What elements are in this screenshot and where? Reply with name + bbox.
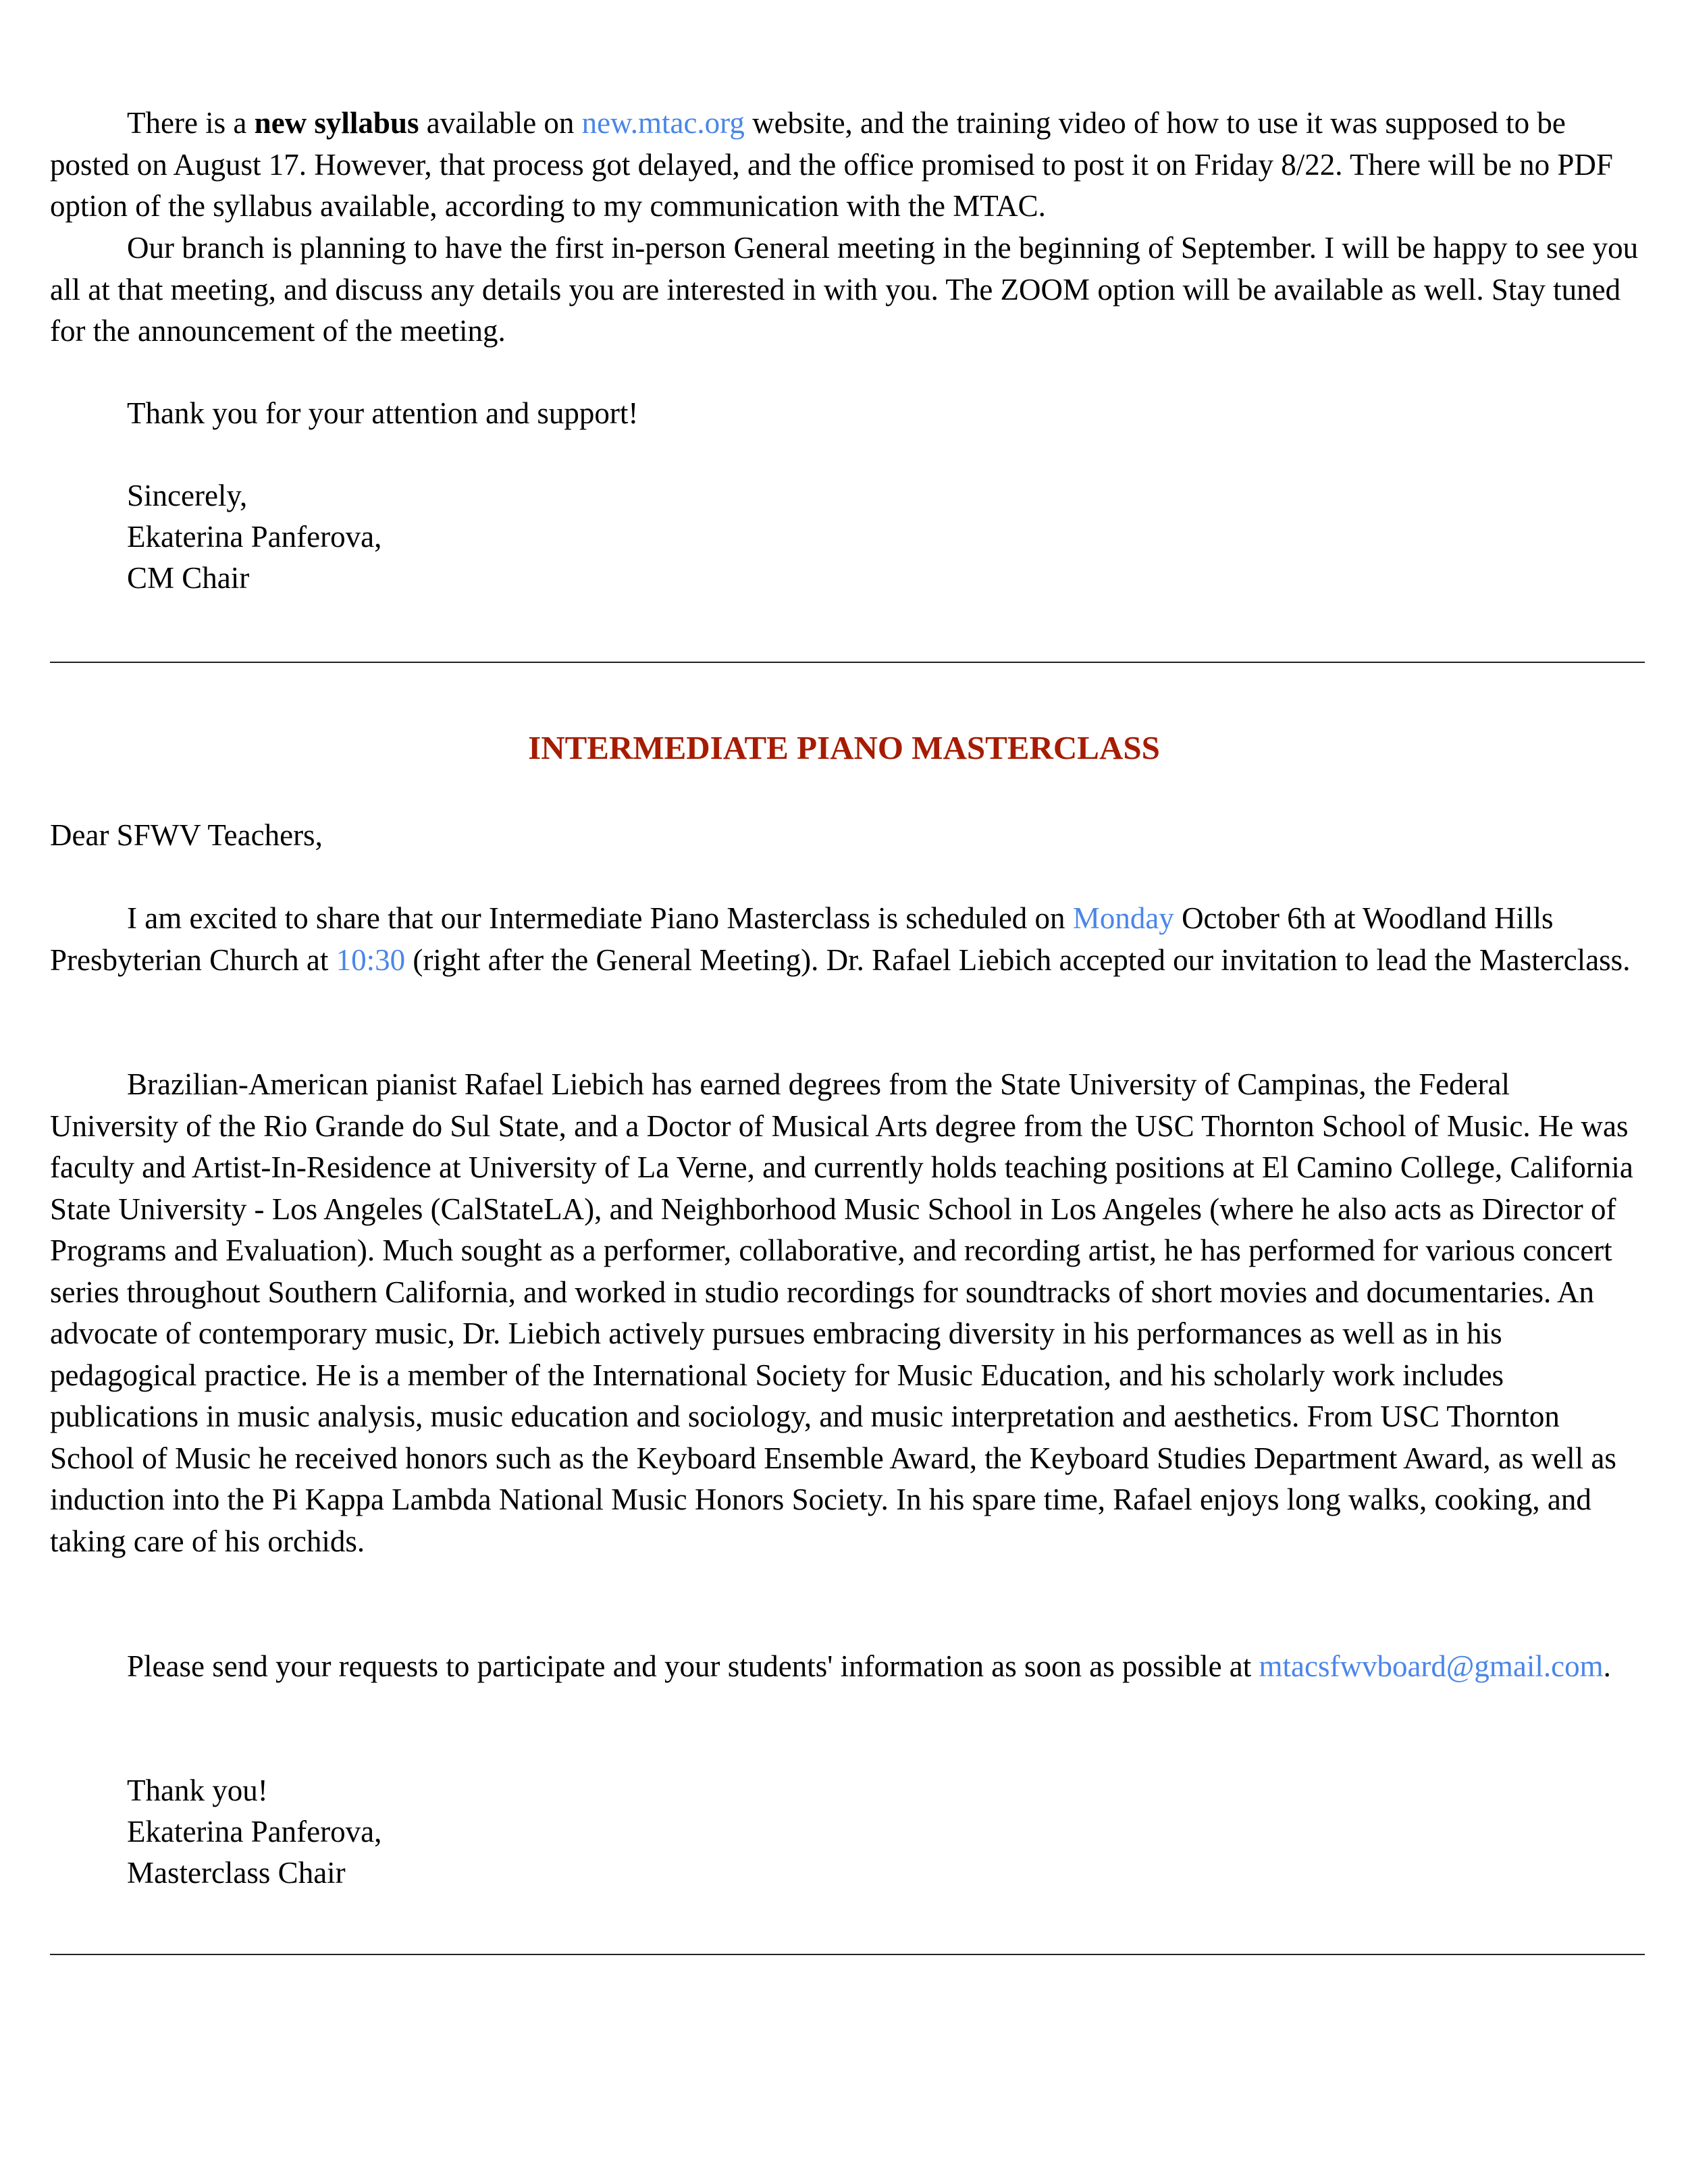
announcement-text-3: (right after the General Meeting). Dr. Rafael Liebich accepted our invitation to lead the Masterclass. bbox=[405, 942, 1631, 977]
masterclass-heading: INTERMEDIATE PIANO MASTERCLASS bbox=[528, 729, 1160, 766]
monday-date-link[interactable]: Monday bbox=[1072, 901, 1174, 935]
time-link[interactable]: 10:30 bbox=[336, 942, 406, 977]
syllabus-text-2: available on bbox=[419, 106, 582, 140]
cm-signer-name: Ekaterina Panferova, bbox=[127, 520, 382, 554]
mtac-website-link[interactable]: new.mtac.org bbox=[581, 106, 745, 140]
section-divider bbox=[50, 662, 1645, 663]
cm-thanks-line: Thank you for your attention and support! bbox=[127, 396, 639, 430]
announcement-text-1: I am excited to share that our Intermediate Piano Masterclass is scheduled on bbox=[127, 901, 1073, 935]
masterclass-signer-name: Ekaterina Panferova, bbox=[127, 1815, 382, 1848]
bottom-divider bbox=[50, 1954, 1645, 1955]
bio-paragraph: Brazilian-American pianist Rafael Liebich has earned degrees from the State University of Campinas, the Federal University of the Rio Grande do Sul State, and a Doctor of Musical Arts degree from the USC Thornton School of Music. He was faculty and Artist-In-Residence at University of La Verne, and currently holds teaching positions at El Camino College, California State University - Los Angeles (CalStateLA), and Neighborhood Music School in Los Angeles (where he also acts as Director of Programs and Evaluation). Much sought as a performer, collaborative, and recording artist, he has performed for various concert series throughout Southern California, and worked in studio recordings for soundtracks of short movies and documentaries. An advocate of contemporary music, Dr. Liebich actively pursues embracing diversity in his performances as well as in his pedagogical practice. He is a member of the International Society for Music Education, and his scholarly work includes publications in music analysis, music education and sociology, and music interpretation and aesthetics. From USC Thornton School of Music he received honors such as the Keyboard Ensemble Award, the Keyboard Studies Department Award, as well as induction into the Pi Kappa Lambda National Music Honors Society. In his spare time, Rafael enjoys long walks, cooking, and taking care of his orchids. bbox=[50, 1067, 1633, 1558]
cm-signer-role: CM Chair bbox=[127, 561, 250, 595]
masterclass-signer-role: Masterclass Chair bbox=[127, 1856, 346, 1890]
masterclass-announcement bbox=[50, 898, 1643, 981]
request-paragraph bbox=[50, 1646, 1643, 1688]
announcement-text-2: October 6th at Woodland Hills Presbyterian Church at bbox=[50, 901, 1554, 977]
syllabus-text-1: There is a bbox=[127, 106, 255, 140]
request-period: . bbox=[1603, 1649, 1611, 1683]
cm-closing: Sincerely, bbox=[127, 479, 248, 512]
meeting-paragraph: Our branch is planning to have the first in-person General meeting in the beginning of September. I will be happy to see you all at that meeting, and discuss any details you are interested in with you. The ZOOM option will be available as well. Stay tuned for the announcement of the meeting. bbox=[50, 231, 1639, 348]
email-link[interactable]: mtacsfwvboard@gmail.com bbox=[1259, 1649, 1604, 1683]
request-text: Please send your requests to participate and your students' information as soon as possible at bbox=[127, 1649, 1259, 1683]
masterclass-thanks: Thank you! bbox=[127, 1774, 268, 1807]
greeting: Dear SFWV Teachers, bbox=[50, 818, 323, 852]
new-syllabus-bold: new syllabus bbox=[254, 106, 419, 140]
syllabus-paragraph bbox=[50, 103, 1643, 228]
syllabus-text-3: website, and the training video of how to use it was supposed to be posted on August 17. However, that process got delayed, and the office promised to post it on Friday 8/22. There will be no PDF option of the syllabus available, according to my communication with the MTAC. bbox=[50, 106, 1613, 223]
